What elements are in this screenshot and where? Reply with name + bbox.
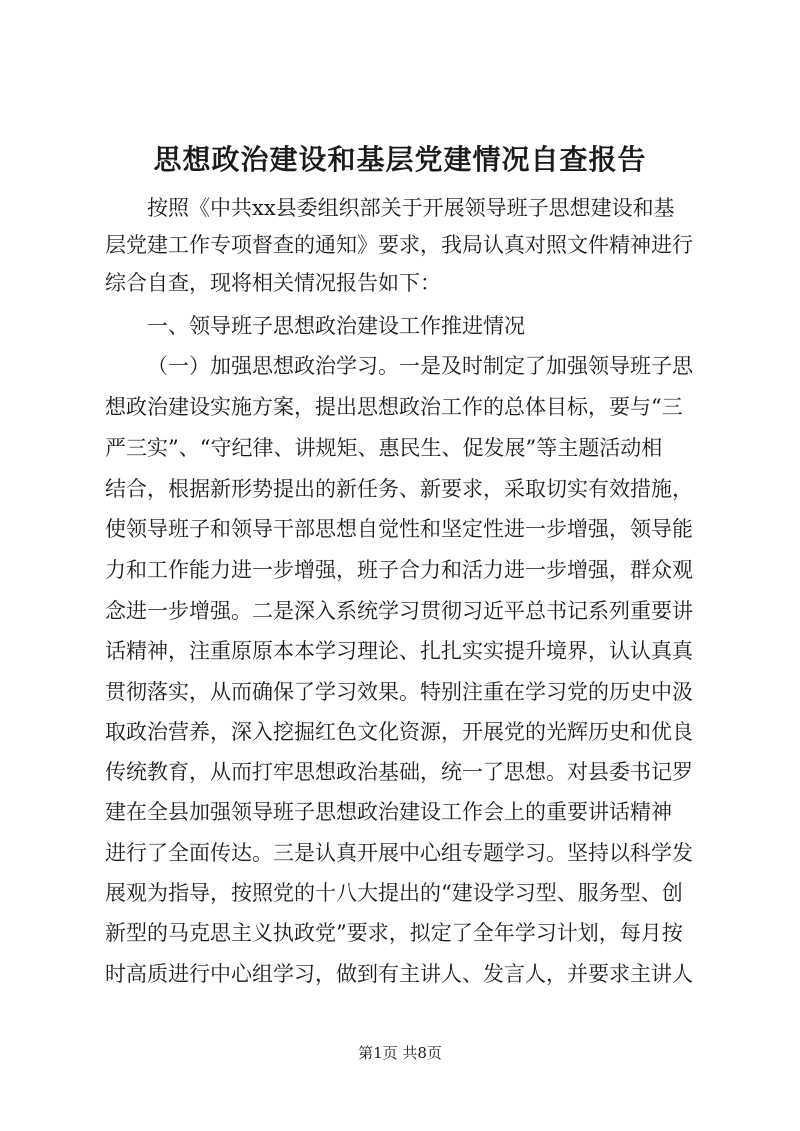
body-line: 取政治营养，深入挖掘红色文化资源，开展党的光辉历史和优良	[105, 720, 693, 744]
section-heading: 一、领导班子思想政治建设工作推进情况	[147, 314, 525, 338]
body-line: 层党建工作专项督查的通知》要求，我局认真对照文件精神进行	[105, 233, 693, 257]
body-line: 传统教育，从而打牢思想政治基础，统一了思想。对县委书记罗	[105, 760, 693, 784]
body-line: 话精神，注重原原本本学习理论、扎扎实实提升境界，认认真真	[105, 639, 693, 663]
body-line: 展观为指导，按照党的十八大提出的“建设学习型、服务型、创	[105, 881, 683, 905]
document-title: 思想政治建设和基层党建情况自查报告	[153, 143, 647, 176]
body-line: 建在全县加强领导班子思想政治建设工作会上的重要讲话精神	[105, 800, 672, 824]
body-line: 结合，根据新形势提出的新任务、新要求，采取切实有效措施，	[105, 477, 693, 501]
body-line: 力和工作能力进一步增强，班子合力和活力进一步增强，群众观	[105, 558, 693, 582]
body-line: 综合自查，现将相关情况报告如下：	[105, 271, 441, 295]
body-line: 时高质进行中心组学习，做到有主讲人、发言人，并要求主讲人	[105, 962, 693, 986]
page-number: 第1页 共8页	[358, 1044, 442, 1062]
body-line: 念进一步增强。二是深入系统学习贯彻习近平总书记系列重要讲	[105, 599, 693, 623]
body-line: 贯彻落实，从而确保了学习效果。特别注重在学习党的历史中汲	[105, 680, 693, 704]
body-line: 新型的马克思主义执政党”要求，拟定了全年学习计划，每月按	[105, 921, 683, 945]
body-line: 按照《中共xx县委组织部关于开展领导班子思想建设和基	[147, 196, 675, 220]
body-line: 想政治建设实施方案，提出思想政治工作的总体目标，要与“三	[105, 395, 683, 419]
body-line: 使领导班子和领导干部思想自觉性和坚定性进一步增强，领导能	[105, 517, 693, 541]
body-line: 进行了全面传达。三是认真开展中心组专题学习。坚持以科学发	[105, 841, 693, 865]
body-line: 严三实”、“守纪律、讲规矩、惠民生、促发展”等主题活动相	[105, 436, 663, 460]
body-line: （一）加强思想政治学习。一是及时制定了加强领导班子思	[147, 354, 693, 378]
